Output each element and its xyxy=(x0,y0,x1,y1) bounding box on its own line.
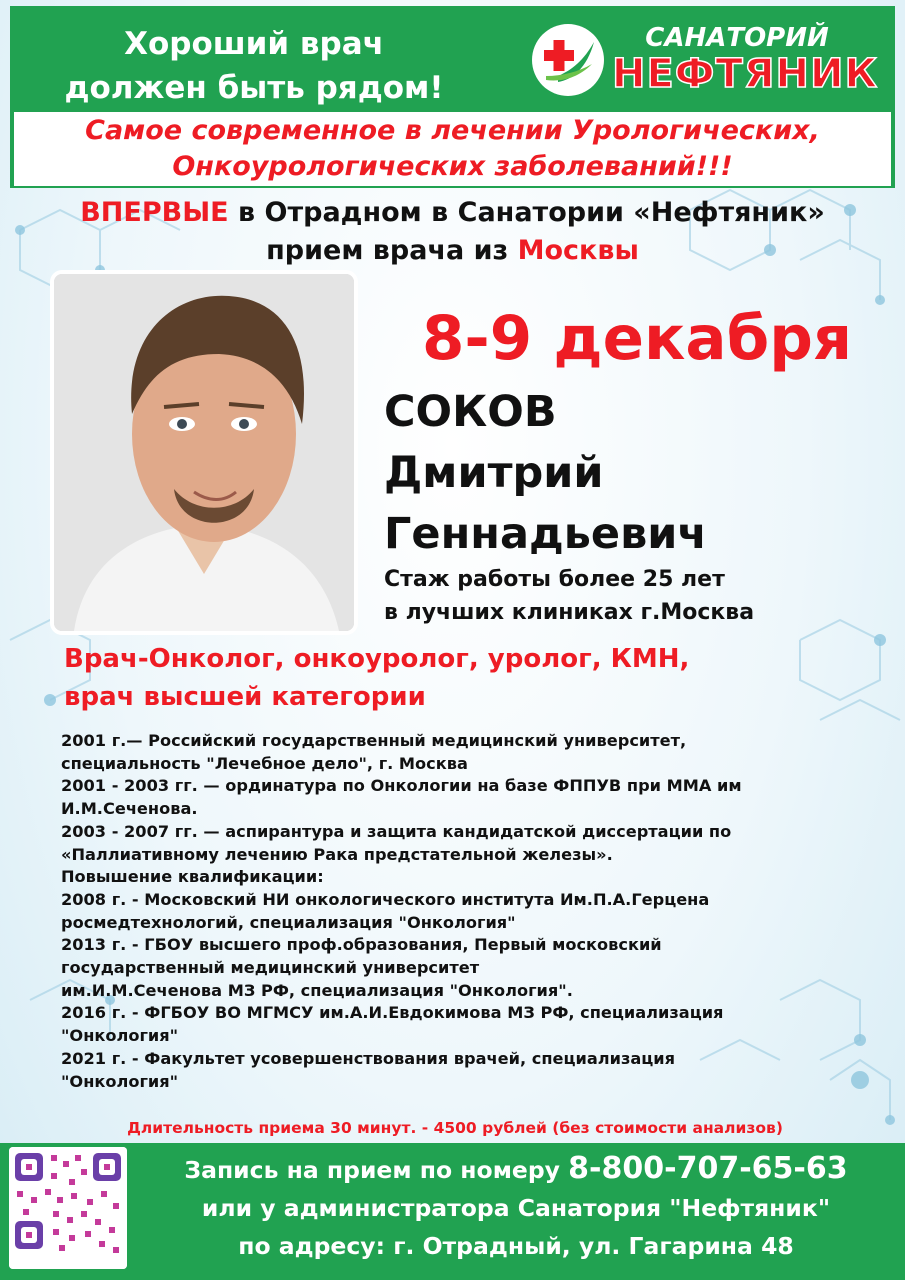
bio-line: 2016 г. - ФГБОУ ВО МГМСУ им.А.И.Евдокимова МЗ РФ, специализация xyxy=(61,1003,724,1023)
headline-line-2: Онкоурологических заболеваний!!! xyxy=(172,151,733,182)
announcement-line-1-rest: в Отрадном в Санатории «Нефтяник» xyxy=(228,197,825,228)
slogan-line-1: Хороший врач xyxy=(124,26,384,62)
contact-line-1 xyxy=(132,1150,900,1189)
headline-line-1: Самое современное в лечении Урологических, xyxy=(85,115,820,146)
doctor-biography xyxy=(61,730,861,1093)
contact-line-2: или у администратора Санатория "Нефтяник" xyxy=(201,1194,831,1222)
doctor-first-name: Дмитрий xyxy=(384,448,604,498)
bio-line: 2003 - 2007 гг. — аспирантура и защита кандидатской диссертации по xyxy=(61,821,732,841)
doctor-surname: СОКОВ xyxy=(384,387,557,437)
bio-line: 2021 г. - Факультет усовершенствования врачей, специализация xyxy=(61,1048,676,1068)
bio-line: росмедтехнологий, специализация "Онкология" xyxy=(61,912,516,932)
bio-line: 2008 г. - Московский НИ онкологического института Им.П.А.Герцена xyxy=(61,889,710,909)
bio-line: Повышение квалификации: xyxy=(61,867,324,887)
announcement-line-1 xyxy=(20,194,885,232)
announcement-first-word: ВПЕРВЫЕ xyxy=(80,197,229,228)
announcement-line-2 xyxy=(20,232,885,270)
bio-line: специальность "Лечебное дело", г. Москва xyxy=(61,753,468,773)
slogan xyxy=(64,22,444,110)
slogan-line-2: должен быть рядом! xyxy=(64,70,444,106)
phone-number[interactable]: 8-800-707-65-63 xyxy=(568,1151,848,1186)
bio-line: 2001 г.— Российский государственный медицинский университет, xyxy=(61,731,687,750)
doctor-experience xyxy=(384,563,754,629)
doctor-specialty xyxy=(64,640,689,716)
headline xyxy=(14,113,891,185)
qr-code-icon xyxy=(9,1147,127,1269)
specialty-line-2: врач высшей категории xyxy=(64,682,426,712)
contact-prefix: Запись на прием по номеру xyxy=(184,1156,569,1184)
bio-line: им.И.М.Сеченова МЗ РФ, специализация "Онкология". xyxy=(61,980,573,1000)
social-handle: @SAN_NEFT163 xyxy=(23,1256,113,1269)
doctor-patronymic: Геннадьевич xyxy=(384,509,707,559)
bio-line: 2001 - 2003 гг. — ординатура по Онкологии на базе ФППУВ при ММА им xyxy=(61,776,742,796)
announcement xyxy=(20,194,885,270)
specialty-line-1: Врач-Онколог, онкоуролог, уролог, КМН, xyxy=(64,644,690,674)
contact-address: по адресу: г. Отрадный, ул. Гагарина 48 xyxy=(238,1232,794,1260)
doctor-name xyxy=(384,382,707,565)
announcement-line-2-prefix: прием врача из xyxy=(266,235,518,266)
experience-line-2: в лучших клиниках г.Москва xyxy=(384,600,755,625)
appointment-duration-price: Длительность приема 30 минут. - 4500 рублей (без стоимости анализов) xyxy=(127,1119,783,1137)
bio-line: "Онкология" xyxy=(61,1071,179,1091)
bio-line: 2013 г. - ГБОУ высшего проф.образования, Первый московский xyxy=(61,935,662,955)
experience-line-1: Стаж работы более 25 лет xyxy=(384,567,725,592)
qr-code[interactable] xyxy=(9,1147,127,1269)
logo-text-top: САНАТОРИЙ xyxy=(645,23,829,53)
logo-text-bottom: НЕФТЯНИК xyxy=(612,51,879,97)
bio-line: государственный медицинский университет xyxy=(61,958,480,978)
doctor-portrait-illustration xyxy=(54,274,354,631)
bio-line: «Паллиативному лечению Рака предстательной железы». xyxy=(61,844,613,864)
contact-info xyxy=(132,1150,900,1265)
doctor-photo xyxy=(50,270,358,635)
event-date: 8-9 декабря xyxy=(421,303,853,374)
logo-emblem xyxy=(532,24,604,96)
medical-cross-icon xyxy=(532,24,604,96)
sanatorium-logo xyxy=(532,22,879,98)
bio-line: И.М.Сеченова. xyxy=(61,799,198,819)
bio-line: "Онкология" xyxy=(61,1026,179,1046)
announcement-city: Москвы xyxy=(517,235,639,266)
